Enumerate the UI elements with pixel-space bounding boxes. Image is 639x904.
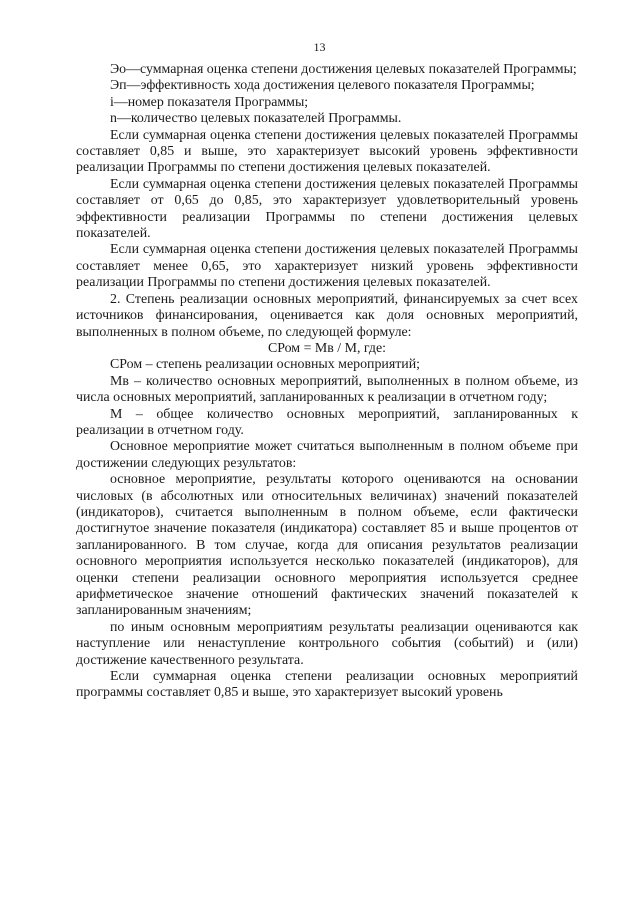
paragraph: Если суммарная оценка степени реализации основных мероприятий программы составляет 0,85 и выше, это характеризует высокий уровень [76,669,578,701]
page-number: 13 [313,40,326,54]
paragraph: Эп—эффективность хода достижения целевого показателя Программы; [110,78,535,94]
paragraph: i—номер показателя Программы; [110,94,309,110]
paragraph: 2. Степень реализации основных мероприятий, финансируемых за счет всех источников финансирования, оценивается как доля основных мероприятий, выполненных в полном объеме, по следующей формуле: [76,291,578,340]
paragraph: Основное мероприятие может считаться выполненным в полном объеме при достижении следующих результатов: [76,439,578,471]
paragraph: Эо—суммарная оценка степени достижения целевых показателей Программы; [110,62,577,77]
paragraph: СРом – степень реализации основных мероприятий; [110,357,421,373]
paragraph: М – общее количество основных мероприятий, запланированных к реализации в отчетном году. [76,406,578,438]
paragraph: n—количество целевых показателей Программы. [110,111,402,127]
document-body [76,62,578,702]
paragraph: основное мероприятие, результаты которого оцениваются на основании числовых (в абсолютных или относительных величинах) значений показателей (индикаторов), считается выполненным в полном объеме, если фактически достигнутое значение показателя (индикатора) составляет 85 и выше процентов от запланированного. В том случае, когда для описания результатов реализации основного мероприятия используется несколько показателей (индикаторов), для оценки степени реализации основного мероприятия используется среднее арифметическое значение отношений фактических значений показателей к запланированным значениям; [76,472,578,619]
paragraph: Если суммарная оценка степени достижения целевых показателей Программы составляет 0,85 и выше, это характеризует высокий уровень эффективности реализации Программы по степени достижения целевых показателей. [76,127,578,176]
paragraph: Мв – количество основных мероприятий, выполненных в полном объеме, из числа основных мероприятий, запланированных к реализации в отчетном году; [76,373,578,406]
paragraph: Если суммарная оценка степени достижения целевых показателей Программы составляет от 0,65 до 0,85, это характеризует удовлетворительный уровень эффективности реализации Программы по степени достижения целевых показателей. [76,176,578,242]
formula: СРом = Мв / М, где: [267,340,386,356]
paragraph: Если суммарная оценка степени достижения целевых показателей Программы составляет менее 0,65, это характеризует низкий уровень эффективности реализации Программы по степени достижения целевых показателей. [76,242,578,291]
paragraph: по иным основным мероприятиям результаты реализации оцениваются как наступление или ненаступление контрольного события (событий) и (или) достижение качественного результата. [76,619,578,668]
